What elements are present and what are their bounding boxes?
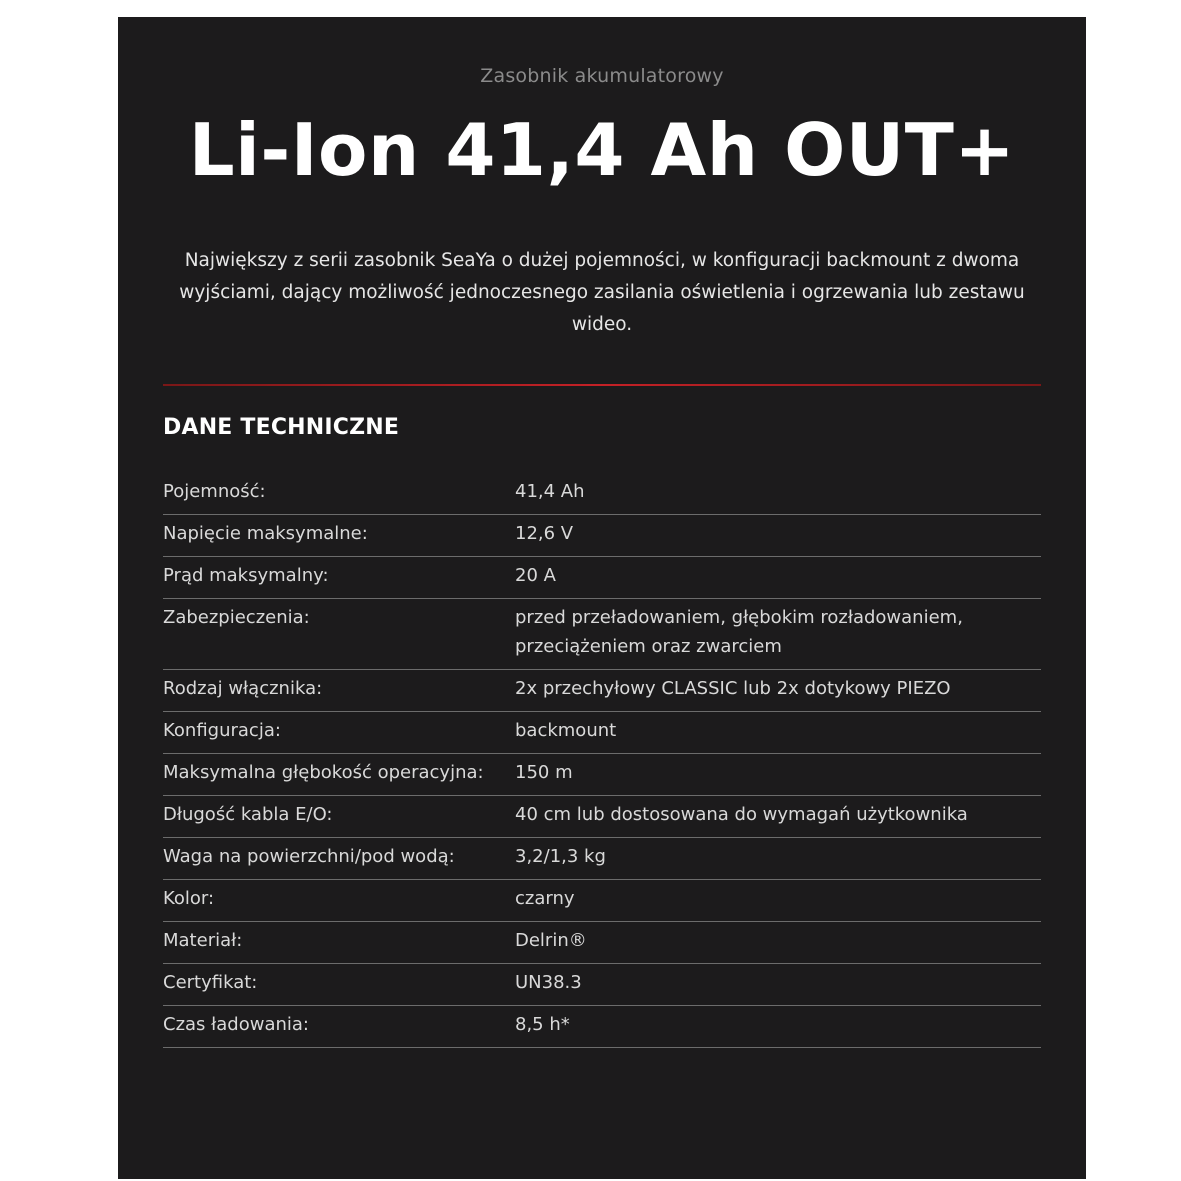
spec-row	[163, 670, 1041, 712]
red-divider	[163, 384, 1041, 386]
spec-row	[163, 1006, 1041, 1048]
spec-value: czarny	[515, 888, 575, 909]
spec-row	[163, 515, 1041, 557]
spec-row	[163, 754, 1041, 796]
spec-row	[163, 880, 1041, 922]
specs-table	[163, 473, 1041, 1048]
product-category: Zasobnik akumulatorowy	[480, 65, 724, 87]
spec-value: 12,6 V	[515, 523, 574, 544]
spec-label: Kolor:	[163, 888, 215, 909]
spec-value: backmount	[515, 720, 617, 741]
product-card	[118, 17, 1086, 1179]
spec-label: Napięcie maksymalne:	[163, 523, 368, 544]
spec-value: 150 m	[515, 762, 573, 783]
spec-value: 3,2/1,3 kg	[515, 846, 606, 867]
spec-label: Konfiguracja:	[163, 720, 281, 741]
spec-row	[163, 599, 1041, 670]
spec-label: Certyfikat:	[163, 972, 258, 993]
spec-label: Długość kabla E/O:	[163, 804, 333, 825]
spec-label: Rodzaj włącznika:	[163, 678, 323, 699]
spec-value: 40 cm lub dostosowana do wymagań użytkownika	[515, 804, 968, 825]
spec-label: Materiał:	[163, 930, 243, 951]
spec-row	[163, 838, 1041, 880]
spec-row	[163, 712, 1041, 754]
spec-value: 2x przechyłowy CLASSIC lub 2x dotykowy PIEZO	[515, 678, 951, 699]
product-description: Największy z serii zasobnik SeaYa o dużej pojemności, w konfiguracji backmount z dwoma wyjściami, dający możliwość jednoczesnego zasilania oświetlenia i ogrzewania lub zestawu wideo.	[179, 250, 1025, 335]
spec-row	[163, 473, 1041, 515]
spec-label: Pojemność:	[163, 481, 266, 502]
spec-value: 20 A	[515, 565, 556, 586]
specs-heading: DANE TECHNICZNE	[163, 415, 400, 440]
spec-value: przed przeładowaniem, głębokim rozładowaniem, przeciążeniem oraz zwarciem	[515, 607, 963, 657]
spec-row	[163, 796, 1041, 838]
spec-label: Waga na powierzchni/pod wodą:	[163, 846, 455, 867]
spec-label: Maksymalna głębokość operacyjna:	[163, 762, 484, 783]
spec-value: Delrin®	[515, 930, 587, 951]
spec-label: Prąd maksymalny:	[163, 565, 329, 586]
spec-label: Zabezpieczenia:	[163, 607, 310, 628]
spec-row	[163, 557, 1041, 599]
spec-row	[163, 964, 1041, 1006]
spec-value: 41,4 Ah	[515, 481, 585, 502]
spec-label: Czas ładowania:	[163, 1014, 309, 1035]
product-title: Li-Ion 41,4 Ah OUT+	[188, 108, 1016, 192]
spec-row	[163, 922, 1041, 964]
spec-value: UN38.3	[515, 972, 582, 993]
spec-value: 8,5 h*	[515, 1014, 570, 1035]
